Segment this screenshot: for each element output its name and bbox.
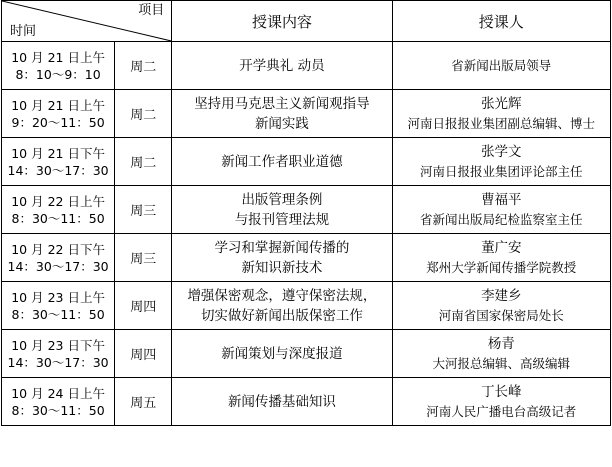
cell-weekday: 周五 bbox=[115, 378, 172, 426]
cell-date-text: 10 月 21 日上午 bbox=[11, 97, 105, 113]
cell-date-text: 10 月 23 日上午 bbox=[11, 289, 105, 305]
table-row bbox=[2, 378, 611, 426]
cell-hours-text: 8：30～11：50 bbox=[11, 402, 105, 418]
teacher-org: 省新闻出版局领导 bbox=[451, 57, 552, 73]
cell-time bbox=[2, 378, 115, 426]
cell-content bbox=[172, 330, 392, 378]
table-row bbox=[2, 330, 611, 378]
content-line: 切实做好新闻出版保密工作 bbox=[200, 307, 363, 324]
cell-teacher bbox=[392, 186, 610, 234]
cell-content bbox=[172, 186, 392, 234]
cell-teacher bbox=[392, 378, 610, 426]
cell-weekday: 周二 bbox=[115, 42, 172, 90]
cell-hours-text: 8：30～11：50 bbox=[11, 306, 105, 322]
content-line: 出版管理条例 bbox=[241, 191, 323, 208]
cell-time bbox=[2, 186, 115, 234]
content-line: 坚持用马克思主义新闻观指导 bbox=[194, 95, 370, 112]
cell-content bbox=[172, 138, 392, 186]
cell-weekday: 周二 bbox=[115, 90, 172, 138]
cell-date-text: 10 月 22 日下午 bbox=[11, 241, 105, 257]
teacher-org: 省新闻出版局纪检监察室主任 bbox=[420, 211, 583, 227]
cell-teacher bbox=[392, 282, 610, 330]
cell-teacher bbox=[392, 42, 610, 90]
teacher-org: 河南人民广播电台高级记者 bbox=[426, 403, 577, 419]
cell-time bbox=[2, 282, 115, 330]
cell-hours-text: 14：30～17：30 bbox=[7, 258, 109, 274]
cell-teacher bbox=[392, 234, 610, 282]
content-line: 新知识新技术 bbox=[241, 259, 323, 276]
header-col-teacher: 授课人 bbox=[392, 1, 610, 42]
cell-date-text: 10 月 22 日上午 bbox=[11, 193, 105, 209]
cell-content bbox=[172, 378, 392, 426]
content-line: 新闻策划与深度报道 bbox=[221, 345, 343, 362]
table-body bbox=[2, 42, 611, 426]
header-label-project: 项目 bbox=[138, 3, 165, 18]
cell-time bbox=[2, 138, 115, 186]
cell-weekday: 周四 bbox=[115, 330, 172, 378]
cell-time bbox=[2, 234, 115, 282]
content-line: 学习和掌握新闻传播的 bbox=[214, 239, 350, 256]
cell-weekday: 周三 bbox=[115, 186, 172, 234]
cell-content bbox=[172, 234, 392, 282]
content-line: 与报刊管理法规 bbox=[234, 211, 330, 228]
cell-hours-text: 14：30～17：30 bbox=[7, 162, 109, 178]
content-line: 新闻传播基础知识 bbox=[227, 393, 336, 410]
cell-weekday: 周四 bbox=[115, 282, 172, 330]
teacher-org: 郑州大学新闻传播学院教授 bbox=[426, 259, 577, 275]
teacher-name: 李建乡 bbox=[481, 287, 522, 304]
content-line: 新闻工作者职业道德 bbox=[221, 153, 343, 170]
teacher-org: 河南日报报业集团副总编辑、博士 bbox=[407, 115, 596, 131]
cell-weekday: 周三 bbox=[115, 234, 172, 282]
content-line: 增强保密观念，遵守保密法规， bbox=[187, 287, 377, 304]
teacher-name: 丁长峰 bbox=[481, 383, 522, 400]
teacher-name: 曹福平 bbox=[481, 191, 522, 208]
cell-hours-text: 8：10～9：10 bbox=[15, 66, 101, 82]
teacher-name: 张光辉 bbox=[481, 95, 522, 112]
cell-date-text: 10 月 24 日上午 bbox=[11, 385, 105, 401]
cell-content bbox=[172, 282, 392, 330]
teacher-name: 杨青 bbox=[487, 335, 515, 352]
table-row bbox=[2, 186, 611, 234]
teacher-org: 河南省国家保密局处长 bbox=[438, 307, 564, 323]
cell-content bbox=[172, 42, 392, 90]
cell-hours-text: 8：30～11：50 bbox=[11, 210, 105, 226]
cell-time bbox=[2, 330, 115, 378]
teacher-name: 董广安 bbox=[481, 239, 522, 256]
header-col-content: 授课内容 bbox=[172, 1, 392, 42]
table-row bbox=[2, 90, 611, 138]
content-line: 新闻实践 bbox=[254, 115, 309, 132]
header-corner-cell bbox=[2, 1, 172, 42]
cell-content bbox=[172, 90, 392, 138]
cell-teacher bbox=[392, 90, 610, 138]
table-row bbox=[2, 138, 611, 186]
table-row bbox=[2, 234, 611, 282]
cell-date-text: 10 月 23 日下午 bbox=[11, 337, 105, 353]
teacher-name: 张学文 bbox=[481, 143, 522, 160]
cell-date-text: 10 月 21 日下午 bbox=[11, 145, 105, 161]
cell-teacher bbox=[392, 330, 610, 378]
table-header-row bbox=[2, 1, 611, 42]
cell-hours-text: 9：20～11：50 bbox=[11, 114, 105, 130]
cell-weekday: 周二 bbox=[115, 138, 172, 186]
teacher-org: 河南日报报业集团评论部主任 bbox=[420, 163, 583, 179]
content-line: 开学典礼 动员 bbox=[239, 57, 325, 74]
cell-date-text: 10 月 21 日上午 bbox=[11, 49, 105, 65]
cell-time bbox=[2, 42, 115, 90]
cell-hours-text: 14：30～17：30 bbox=[7, 354, 109, 370]
table-row bbox=[2, 42, 611, 90]
cell-time bbox=[2, 90, 115, 138]
schedule-table bbox=[1, 0, 611, 426]
cell-teacher bbox=[392, 138, 610, 186]
header-label-time: 时间 bbox=[10, 24, 37, 39]
teacher-org: 大河报总编辑、高级编辑 bbox=[432, 355, 571, 371]
table-row bbox=[2, 282, 611, 330]
